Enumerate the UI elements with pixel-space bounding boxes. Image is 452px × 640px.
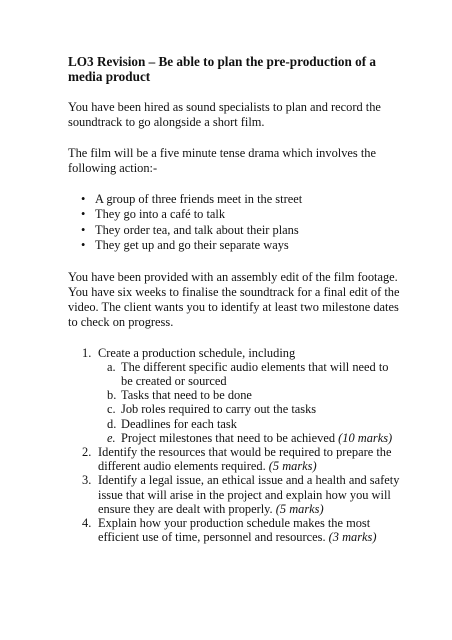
marks-label: (3 marks)	[328, 530, 377, 545]
task-list	[68, 346, 402, 545]
task-item	[82, 473, 402, 516]
task-text: Identify the resources that would be required to prepare the different audio elements required.	[98, 445, 392, 474]
marks-label: (5 marks)	[275, 501, 324, 516]
action-list	[68, 192, 402, 254]
task-text: Identify a legal issue, an ethical issue and a health and safety issue that will arise in the project and explain how you will ensure they are dealt with properly.	[98, 473, 400, 516]
task-text: Create a production schedule, including	[98, 345, 296, 360]
marks-label: (5 marks)	[268, 459, 317, 474]
bullet-icon: •	[81, 238, 86, 253]
subtask-letter: b.	[107, 388, 117, 403]
subtask-letter: a.	[107, 359, 116, 374]
task-number: 2.	[82, 445, 92, 460]
subtask-item	[107, 416, 402, 431]
task-text: Explain how your production schedule makes the most efficient use of time, personnel and resources.	[98, 516, 371, 545]
subtask-text: Tasks that need to be done	[121, 388, 252, 403]
list-item: • They go into a café to talk	[81, 207, 226, 222]
film-description-paragraph: The film will be a five minute tense drama which involves the following action:-	[68, 146, 376, 175]
bullet-icon: •	[81, 207, 86, 222]
subtask-text: Project milestones that need to be achieved	[121, 430, 336, 445]
subtask-item	[107, 430, 402, 445]
bullet-icon: •	[81, 192, 86, 206]
subtask-text: Job roles required to carry out the tasks	[121, 402, 317, 417]
list-item: • They get up and go their separate ways	[81, 238, 289, 253]
subtask-item	[107, 359, 402, 389]
list-item: • They order tea, and talk about their plans	[81, 222, 299, 237]
task-item	[82, 445, 402, 474]
page-title: LO3 Revision – Be able to plan the pre-production of a media product	[68, 54, 376, 84]
task-item	[82, 516, 402, 545]
subtask-item	[107, 388, 402, 403]
marks-label: (10 marks)	[338, 430, 393, 445]
brief-paragraph: You have been provided with an assembly edit of the film footage. You have six weeks to finalise the soundtrack for a final edit of the video. The client wants you to identify at least two milestone dates to check on progress.	[68, 269, 400, 329]
task-number: 3.	[82, 473, 92, 488]
subtask-text: The different specific audio elements that will need to be created or sourced	[121, 359, 389, 389]
subtask-letter: e.	[107, 430, 116, 445]
subtask-item	[107, 402, 402, 417]
intro-paragraph: You have been hired as sound specialists to plan and record the soundtrack to go alongside a short film.	[68, 100, 381, 129]
subtask-list	[98, 360, 402, 445]
subtask-text: Deadlines for each task	[121, 416, 237, 431]
task-number: 4.	[82, 516, 92, 531]
list-item: • A group of three friends meet in the street	[81, 192, 303, 206]
task-number: 1.	[82, 345, 92, 360]
subtask-letter: d.	[107, 416, 117, 431]
subtask-letter: c.	[107, 402, 116, 417]
task-item	[82, 345, 402, 445]
bullet-icon: •	[81, 222, 86, 237]
